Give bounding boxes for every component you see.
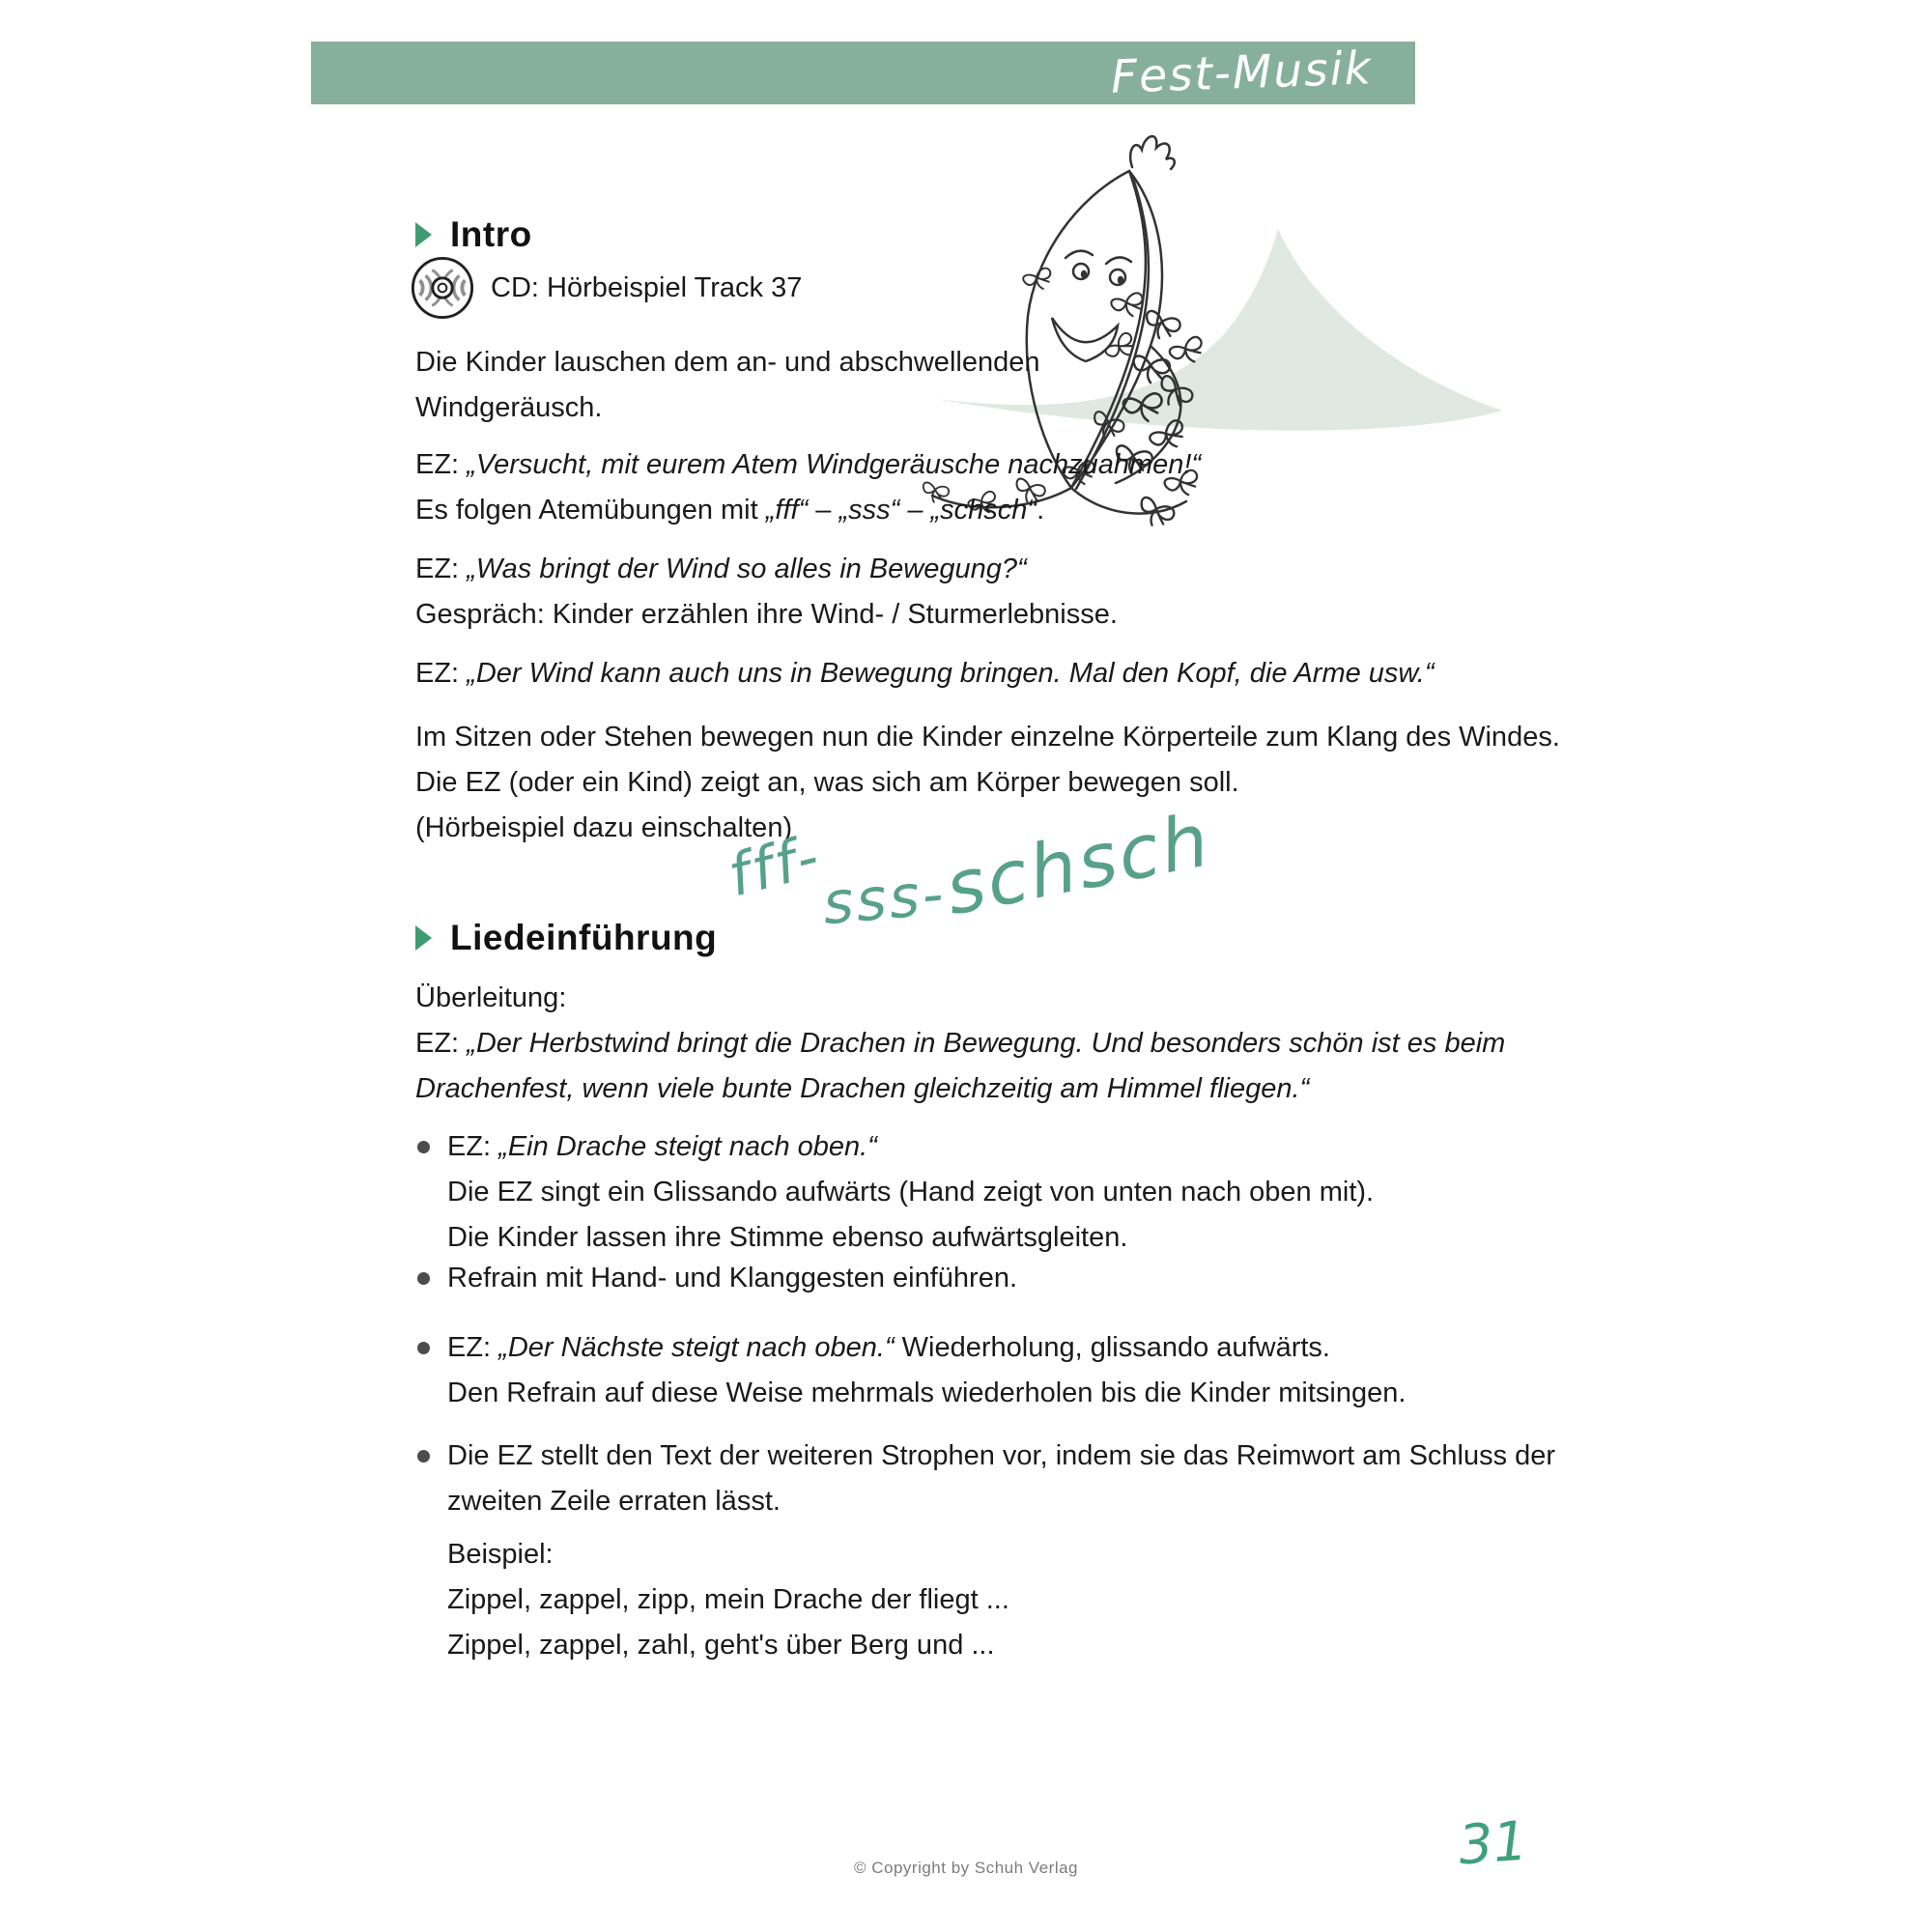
text-line: (Hörbeispiel dazu einschalten): [415, 812, 793, 843]
section-title: Liedeinführung: [450, 918, 718, 957]
paragraph-listen: [415, 340, 1039, 431]
text-line: EZ: „Der Herbstwind bringt die Drachen in Bewegung. Und besonders schön ist es beim: [415, 1028, 1506, 1059]
bullet-item-naechste-steigt: [417, 1325, 1406, 1416]
text-line: Gespräch: Kinder erzählen ihre Wind- / Sturmerlebnisse.: [415, 599, 1118, 630]
text-line: Windgeräusch.: [415, 392, 603, 423]
text-line: zweiten Zeile erraten lässt.: [447, 1486, 781, 1517]
triangle-marker-icon: [415, 925, 432, 951]
header-bar: [311, 42, 1415, 104]
kite-eyebrow-right: [1106, 257, 1131, 264]
cd-icon: [410, 255, 475, 321]
handwritten-breath-sounds: fff-sss-schsch: [722, 796, 1219, 939]
text-line: Die EZ (oder ein Kind) zeigt an, was sich am Körper bewegen soll.: [415, 767, 1239, 798]
cd-track-row: [410, 255, 802, 321]
copyright-notice: © Copyright by Schuh Verlag: [853, 1859, 1079, 1877]
bullet-dot-icon: [417, 1342, 430, 1354]
paragraph-ez-wasbringt: [415, 547, 1118, 638]
text-line: Zippel, zappel, zahl, geht's über Berg und ...: [447, 1630, 995, 1661]
kite-pupil-right: [1118, 276, 1123, 284]
bullet-dot-icon: [417, 1450, 430, 1463]
text-line: EZ: „Der Wind kann auch uns in Bewegung bringen. Mal den Kopf, die Arme usw.“: [415, 658, 1435, 689]
triangle-marker-icon: [415, 222, 432, 247]
bullet-dot-icon: [417, 1272, 430, 1285]
text-line: Überleitung:: [415, 982, 567, 1013]
text-line: Im Sitzen oder Stehen bewegen nun die Kinder einzelne Körperteile zum Klang des Windes.: [415, 722, 1560, 753]
paragraph-ez-derwind: [415, 651, 1435, 696]
bullet-dot-icon: [417, 1141, 430, 1153]
kite-spar: [1072, 171, 1146, 486]
text-line: EZ: „Was bringt der Wind so alles in Bewegung?“: [415, 554, 1027, 584]
section-heading-liedeinfuehrung: [415, 918, 717, 958]
kite-top-ribbon: [1130, 136, 1175, 169]
paragraph-ueberleitung: [415, 976, 1505, 1112]
text-line: Drachenfest, wenn viele bunte Drachen gleichzeitig am Himmel fliegen.“: [415, 1073, 1310, 1104]
text-line: Den Refrain auf diese Weise mehrmals wiederholen bis die Kinder mitsingen.: [447, 1378, 1406, 1408]
bullet-item-drache-steigt: [417, 1124, 1374, 1261]
kite-eye-right: [1110, 270, 1125, 285]
text-line: EZ: „Der Nächste steigt nach oben.“ Wiederholung, glissando aufwärts.: [447, 1332, 1330, 1363]
text-line: Refrain mit Hand- und Klanggesten einführen.: [447, 1263, 1018, 1293]
page-number: 31: [1456, 1809, 1530, 1878]
page-title: Fest-Musik: [1110, 42, 1374, 104]
bullet-item-refrain: [417, 1256, 1017, 1301]
section-title: Intro: [450, 214, 532, 254]
text-line: EZ: „Versucht, mit eurem Atem Windgeräusche nachzuahmen!“: [415, 449, 1202, 480]
text-line: Die Kinder lassen ihre Stimme ebenso aufwärtsgleiten.: [447, 1222, 1128, 1253]
kite-pupil-left: [1081, 270, 1087, 278]
bullet-item-strophen: [417, 1434, 1555, 1524]
text-line: Es folgen Atemübungen mit „fff“ – „sss“ – „schsch“.: [415, 495, 1045, 526]
kite-eyebrow-left: [1065, 251, 1093, 258]
text-line: Die EZ singt ein Glissando aufwärts (Hand zeigt von unten nach oben mit).: [447, 1177, 1375, 1208]
text-line: EZ: „Ein Drache steigt nach oben.“: [447, 1131, 877, 1162]
paragraph-ez-versucht: [415, 442, 1201, 533]
text-line: Die EZ stellt den Text der weiteren Strophen vor, indem sie das Reimwort am Schluss der: [447, 1440, 1556, 1471]
cd-track-label: CD: Hörbeispiel Track 37: [491, 271, 803, 303]
section-heading-intro: [415, 214, 532, 255]
text-line: Zippel, zappel, zipp, mein Drache der fliegt ...: [447, 1584, 1009, 1615]
example-block: [447, 1532, 1009, 1668]
example-label: Beispiel:: [447, 1539, 554, 1570]
kite-eye-left: [1073, 264, 1089, 279]
text-line: Die Kinder lauschen dem an- und abschwellenden: [415, 347, 1040, 378]
